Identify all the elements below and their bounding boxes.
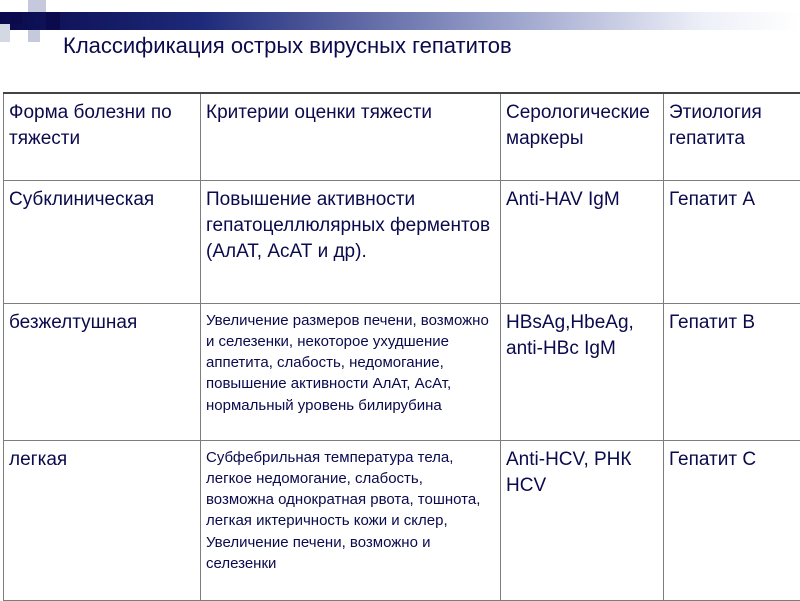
cell-markers: Anti-HAV IgM bbox=[501, 180, 664, 303]
decor-square bbox=[46, 12, 60, 30]
decor-square bbox=[0, 24, 10, 42]
slide-title: Классификация острых вирусных гепатитов bbox=[63, 33, 512, 59]
header-cell-criteria: Критерии оценки тяжести bbox=[201, 93, 501, 180]
cell-form: безжелтушная bbox=[4, 303, 201, 440]
cell-criteria: Субфебрильная температура тела, легкое недомогание, слабость, возможна однократная рвота, тошнота, легкая иктеричность кожи и склер, Увеличение печени, возможно и селезенки bbox=[201, 440, 501, 600]
cell-form: Субклиническая bbox=[4, 180, 201, 303]
cell-etiology: Гепатит С bbox=[664, 440, 800, 600]
cell-markers: Anti-HCV, РНК HCV bbox=[501, 440, 664, 600]
cell-etiology: Гепатит В bbox=[664, 303, 800, 440]
cell-form: легкая bbox=[4, 440, 201, 600]
header-cell-etiology: Этиология гепатита bbox=[664, 93, 800, 180]
table-row bbox=[4, 180, 800, 303]
cell-etiology: Гепатит А bbox=[664, 180, 800, 303]
decor-square bbox=[28, 30, 40, 42]
header-cell-markers: Серологические маркеры bbox=[501, 93, 664, 180]
decor-square bbox=[10, 12, 22, 24]
cell-criteria: Повышение активности гепатоцеллюлярных ферментов (АлАТ, АсАТ и др). bbox=[201, 180, 501, 303]
cell-markers: HBsAg,HbeAg, anti-HBc IgM bbox=[501, 303, 664, 440]
hepatitis-classification-table bbox=[3, 92, 800, 601]
header-cell-form: Форма болезни по тяжести bbox=[4, 93, 201, 180]
table-row bbox=[4, 303, 800, 440]
header-gradient-bar bbox=[0, 12, 800, 30]
table-header-row bbox=[4, 93, 800, 180]
cell-criteria: Увеличение размеров печени, возможно и селезенки, некоторое ухудшение аппетита, слабость, недомогание, повышение активности АлАт, АсАт, нормальный уровень билирубина bbox=[201, 303, 501, 440]
decor-square bbox=[28, 0, 46, 12]
table-row bbox=[4, 440, 800, 600]
